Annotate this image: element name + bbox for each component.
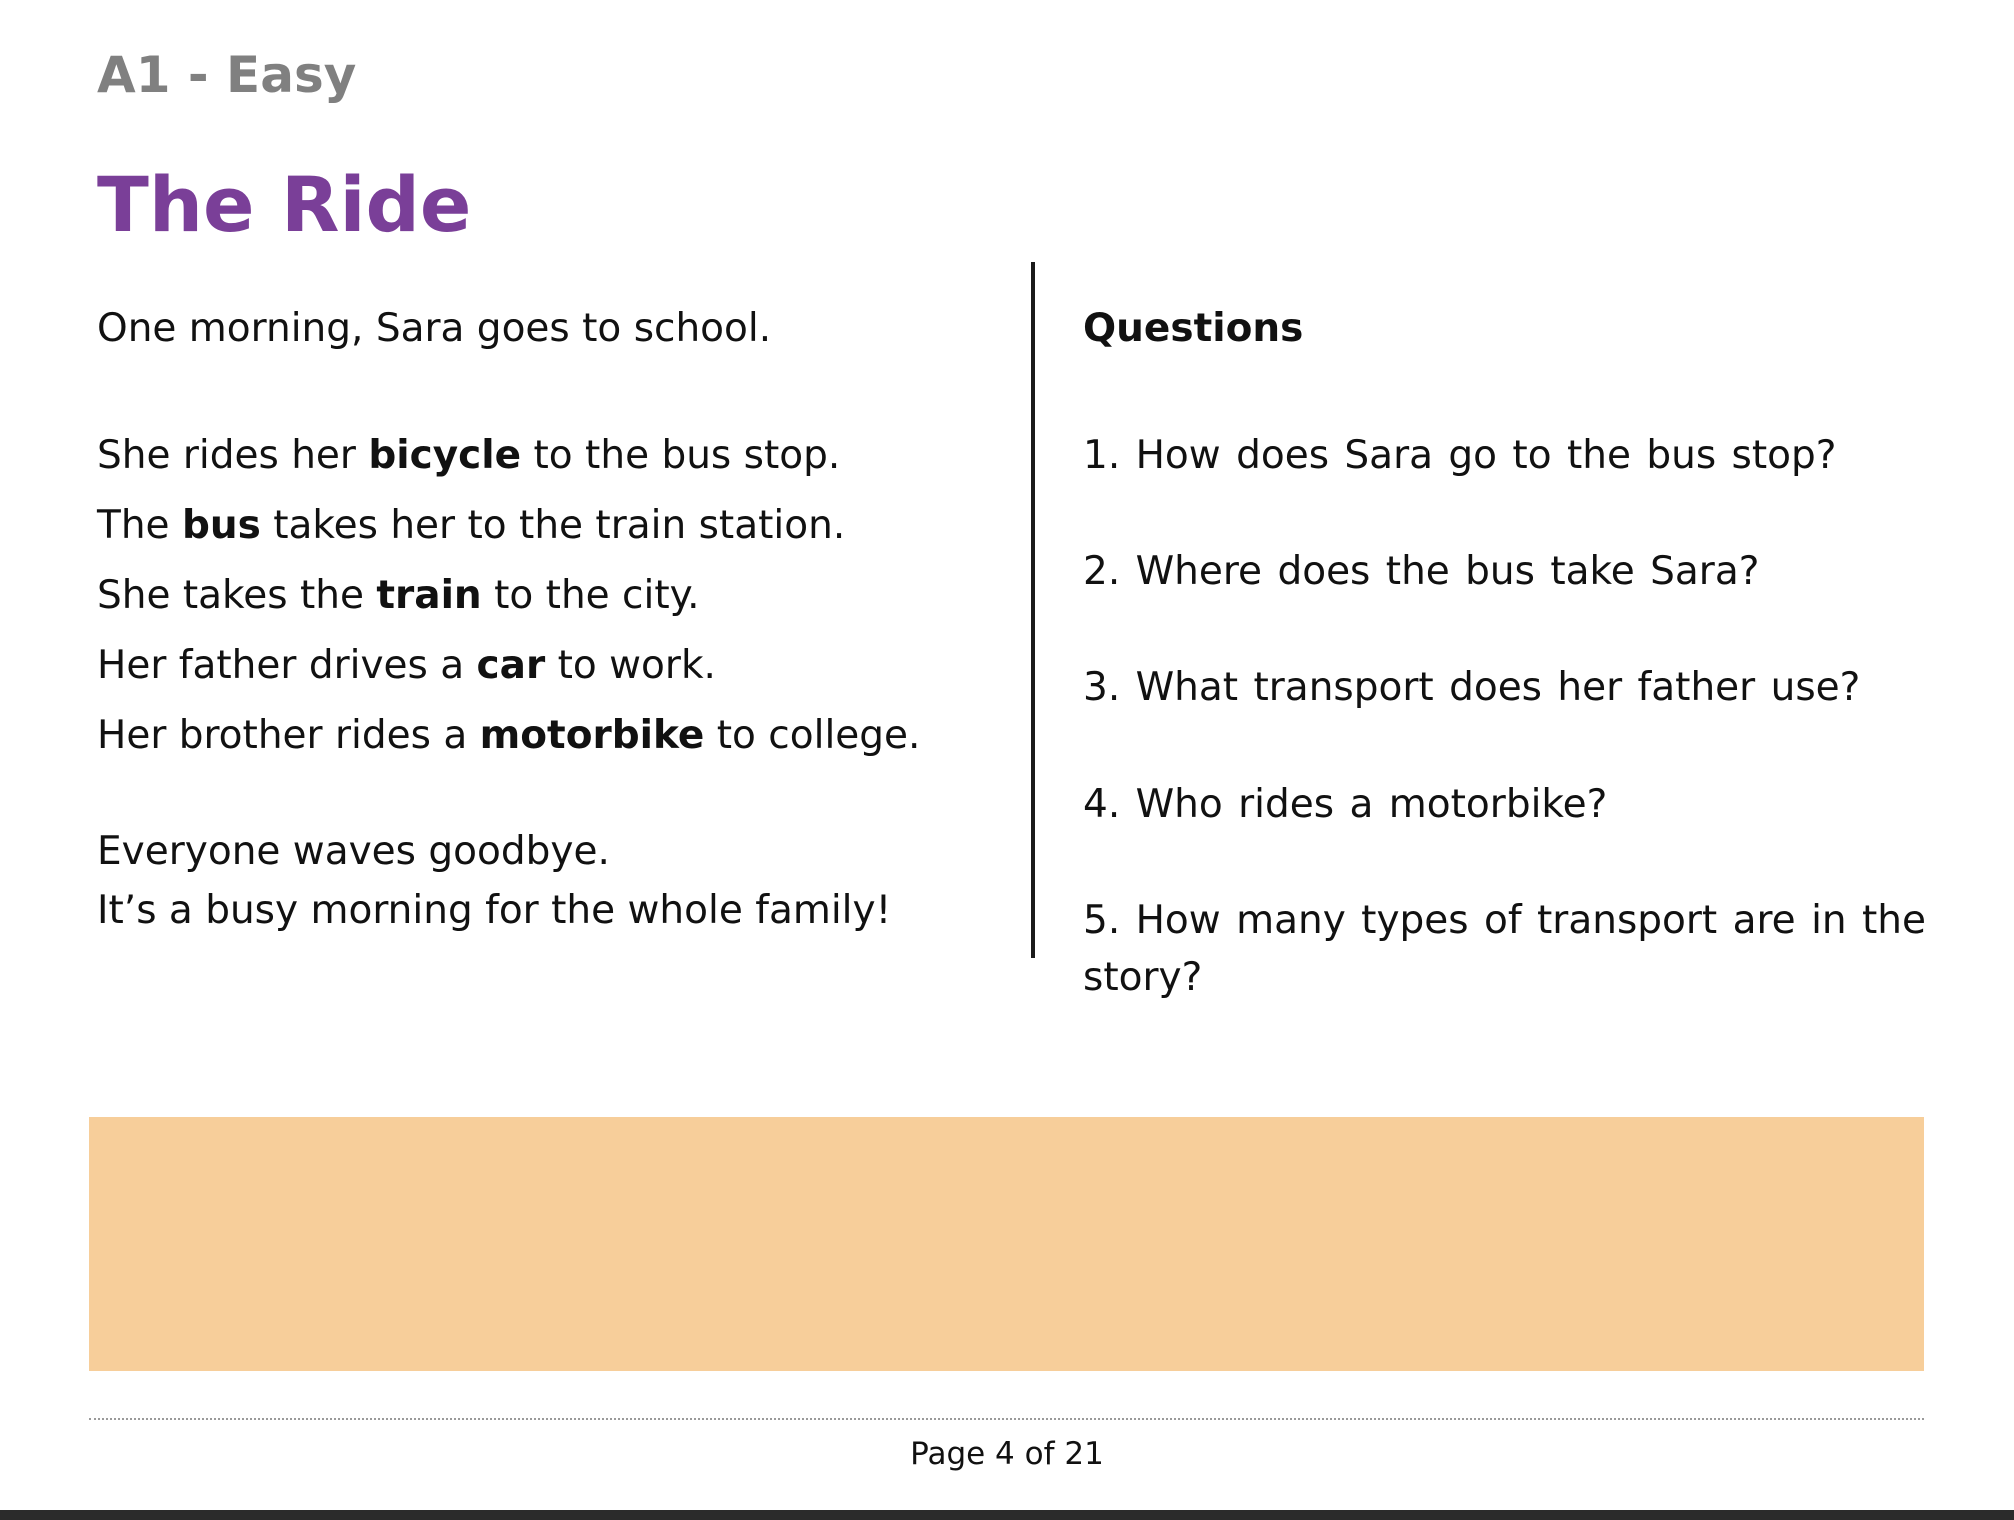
story-keyword: train bbox=[376, 573, 482, 618]
story-line bbox=[97, 643, 716, 688]
column-divider bbox=[1031, 262, 1035, 958]
story-text: to college. bbox=[704, 713, 921, 758]
story-line bbox=[97, 573, 700, 618]
story-text: She rides her bbox=[97, 433, 369, 478]
questions-heading: Questions bbox=[1083, 306, 1304, 351]
question-item: 5. How many types of transport are in the story? bbox=[1083, 898, 1927, 1000]
story-keyword: bicycle bbox=[368, 433, 522, 478]
bottom-bar bbox=[0, 1510, 2014, 1520]
story-text: Her brother rides a bbox=[97, 713, 480, 758]
story-intro: One morning, Sara goes to school. bbox=[97, 306, 772, 351]
story-text: to the bus stop. bbox=[521, 433, 841, 478]
question-item: 1. How does Sara go to the bus stop? bbox=[1083, 433, 1837, 478]
question-item: 3. What transport does her father use? bbox=[1083, 665, 1861, 710]
page-title: The Ride bbox=[97, 160, 472, 249]
story-keyword: car bbox=[476, 643, 546, 688]
question-item: 2. Where does the bus take Sara? bbox=[1083, 549, 1760, 594]
story-text: to work. bbox=[545, 643, 716, 688]
story-line bbox=[97, 503, 845, 548]
question-item: 4. Who rides a motorbike? bbox=[1083, 782, 1608, 827]
story-text: Her father drives a bbox=[97, 643, 477, 688]
color-banner bbox=[89, 1117, 1924, 1371]
story-text: to the city. bbox=[481, 573, 700, 618]
story-text: The bbox=[97, 503, 182, 548]
story-keyword: bus bbox=[181, 503, 261, 548]
level-label: A1 - Easy bbox=[97, 46, 357, 104]
story-line bbox=[97, 433, 840, 478]
story-text: She takes the bbox=[97, 573, 377, 618]
story-keyword: motorbike bbox=[479, 713, 705, 758]
page-number: Page 4 of 21 bbox=[910, 1436, 1104, 1472]
footer-divider bbox=[89, 1418, 1924, 1420]
story-line bbox=[97, 713, 920, 758]
story-text: takes her to the train station. bbox=[260, 503, 846, 548]
story-closing: It’s a busy morning for the whole family! bbox=[97, 888, 892, 933]
story-closing: Everyone waves goodbye. bbox=[97, 829, 610, 874]
